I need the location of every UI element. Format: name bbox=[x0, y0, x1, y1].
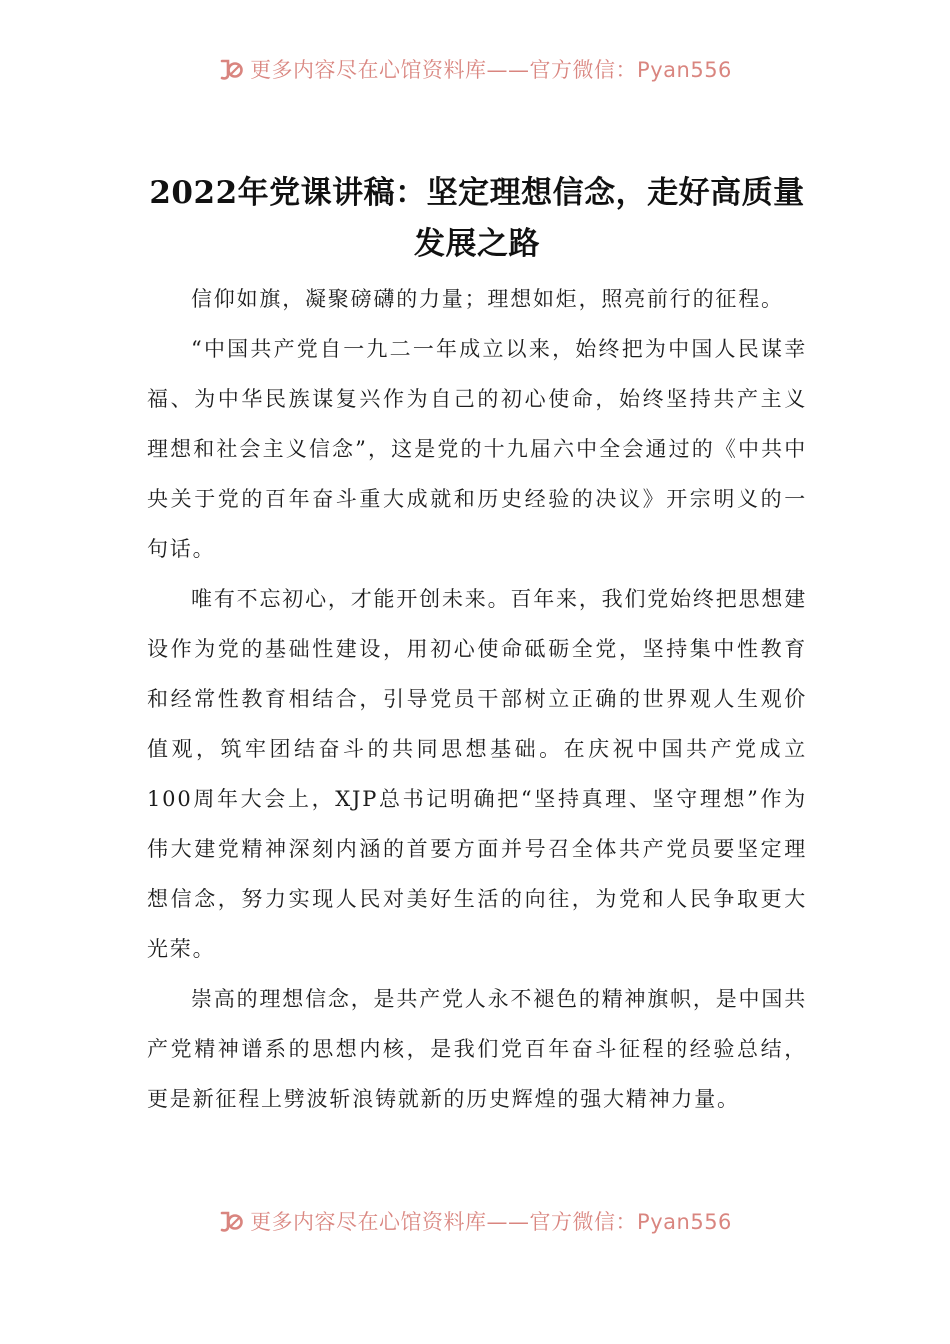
logo-icon bbox=[218, 1209, 244, 1233]
watermark-text: 更多内容尽在心馆资料库——官方微信：Pyan556 bbox=[250, 58, 732, 82]
paragraph: 信仰如旗，凝聚磅礴的力量；理想如炬，照亮前行的征程。 bbox=[191, 287, 784, 311]
watermark-text: 更多内容尽在心馆资料库——官方微信：Pyan556 bbox=[250, 1210, 732, 1234]
paragraph: “中国共产党自一九二一年成立以来，始终把为中国人民谋幸福、为中华民族谋复兴作为自己的初心使命，始终坚持共产主义理想和社会主义信念”，这是党的十九届六中全会通过的《中共中央关于党的百年奋斗重大成就和历史经验的决议》开宗明义的一句话。 bbox=[147, 337, 807, 561]
header-watermark bbox=[0, 54, 950, 84]
document-body bbox=[147, 168, 807, 1124]
footer-watermark bbox=[0, 1206, 950, 1236]
paragraph: 唯有不忘初心，才能开创未来。百年来，我们党始终把思想建设作为党的基础性建设，用初心使命砥砺全党，坚持集中性教育和经常性教育相结合，引导党员干部树立正确的世界观人生观价值观，筑牢团结奋斗的共同思想基础。在庆祝中国共产党成立100周年大会上，XJP总书记明确把“坚持真理、坚守理想”作为伟大建党精神深刻内涵的首要方面并号召全体共产党员要坚定理想信念，努力实现人民对美好生活的向往，为党和人民争取更大光荣。 bbox=[147, 587, 807, 961]
logo-icon bbox=[218, 57, 244, 81]
document-title: 2022年党课讲稿：坚定理想信念，走好高质量发展之路 bbox=[149, 175, 805, 262]
paragraph: 崇高的理想信念，是共产党人永不褪色的精神旗帜，是中国共产党精神谱系的思想内核，是我们党百年奋斗征程的经验总结，更是新征程上劈波斩浪铸就新的历史辉煌的强大精神力量。 bbox=[147, 987, 807, 1111]
